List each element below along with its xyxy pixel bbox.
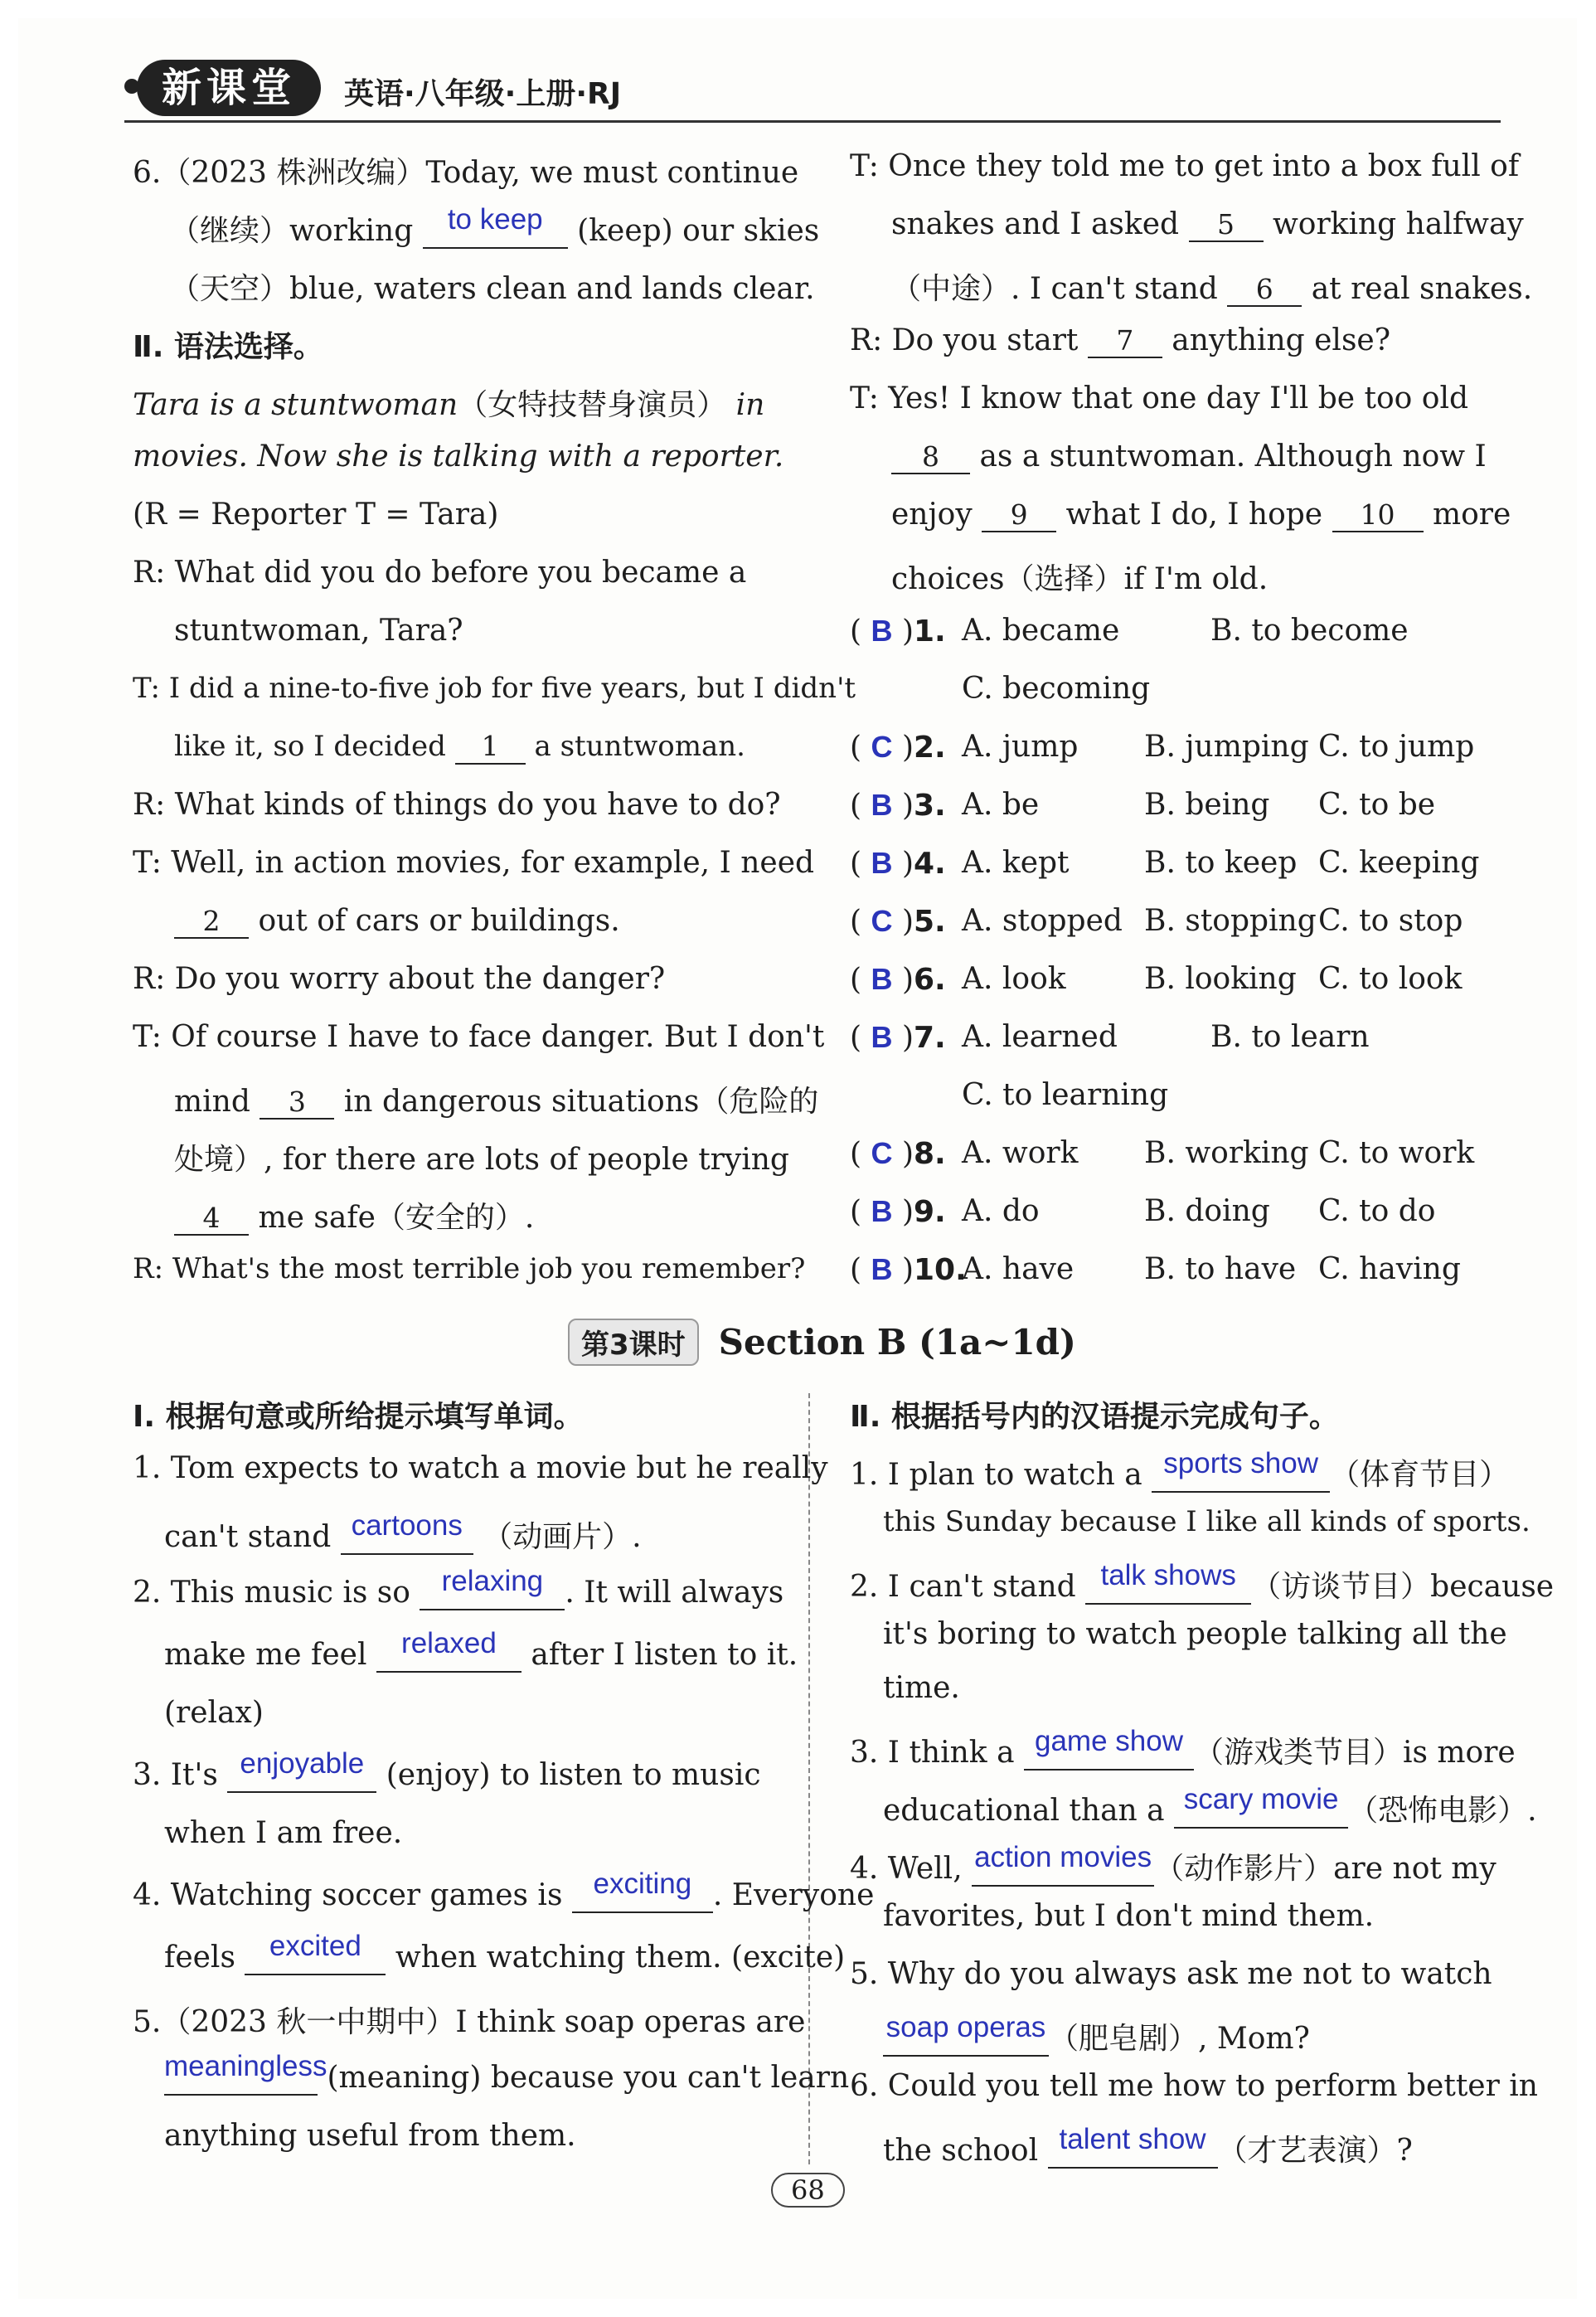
dialog-t3: T: Of course I have to face danger. But I don't <box>133 1020 825 1054</box>
q6-line1: 6.（2023 株洲改编）Today, we must continue <box>133 156 799 190</box>
mcq-item <box>850 904 1463 939</box>
mcq-item <box>850 788 1436 823</box>
dialog-t1b <box>174 730 745 765</box>
mcq-option-b[interactable]: B. to become <box>1210 614 1409 648</box>
dialog-t4c <box>891 265 1532 308</box>
mcq-option-a[interactable]: A. jump <box>962 730 1079 764</box>
mcq-option-b[interactable]: B. to learn <box>1210 1020 1370 1054</box>
dialog-text: R: Do you start <box>850 323 1079 357</box>
trans-q4-blank[interactable] <box>972 1841 1154 1887</box>
q6-answer: to keep <box>447 203 543 236</box>
dialog-t3d <box>174 1194 534 1236</box>
mcq-option-c[interactable]: C. to do <box>1318 1194 1436 1228</box>
trans-text: the school <box>883 2134 1039 2168</box>
fill-q3-answer: enjoyable <box>240 1747 365 1780</box>
intro-text: Tara is a stuntwoman <box>133 388 458 422</box>
blank-4[interactable] <box>174 1201 249 1236</box>
mcq-item <box>850 846 1480 881</box>
trans-q1-answer: sports show <box>1163 1447 1319 1479</box>
q6-line3: （天空）blue, waters clean and lands clear. <box>170 272 815 306</box>
blank-5[interactable] <box>1189 207 1264 242</box>
dialog-t5b <box>891 440 1487 474</box>
fill-text: feels <box>164 1941 235 1975</box>
trans-q6-blank[interactable] <box>1048 2123 1218 2169</box>
mcq-number: 9. <box>914 1195 946 1229</box>
fill-text-b: . It will always <box>565 1576 784 1610</box>
fill-q4-blank2[interactable] <box>245 1930 386 1975</box>
mcq-answer: B <box>871 1252 893 1286</box>
mcq-answer-bracket[interactable]: ( B ) <box>850 788 914 823</box>
mcq-answer-bracket[interactable]: ( C ) <box>850 730 914 765</box>
trans-text-b: （访谈节目）because <box>1251 1570 1555 1604</box>
fill-q2-line2 <box>164 1627 798 1673</box>
fill-text: 4. Watching soccer games is <box>133 1878 563 1912</box>
trans-q2-answer: talk shows <box>1100 1559 1236 1591</box>
mcq-number: 5. <box>914 905 946 939</box>
dialog-t4b <box>891 207 1524 242</box>
blank-10-number: 10 <box>1360 498 1395 531</box>
trans-q4-line2: favorites, but I don't mind them. <box>883 1899 1375 1933</box>
intro-text-c: in <box>735 388 765 422</box>
trans-q3-blank1[interactable] <box>1024 1725 1194 1771</box>
dialog-text-b: anything else? <box>1172 323 1391 357</box>
mcq-answer: B <box>871 962 893 996</box>
dialog-text: me safe（安全的）. <box>258 1201 535 1235</box>
trans-text-b: （动作影片）are not my <box>1154 1852 1497 1886</box>
mcq-item <box>850 1252 1461 1287</box>
trans-q3-blank2[interactable] <box>1174 1783 1348 1829</box>
mcq-option-b[interactable]: B. working <box>1144 1136 1309 1170</box>
trans-q2-line2: it's boring to watch people talking all the <box>883 1617 1507 1651</box>
dialog-text-c: more <box>1433 498 1511 532</box>
mcq-number: 2. <box>914 731 946 765</box>
fill-text-b: （动画片）. <box>483 1520 642 1554</box>
blank-1-number: 1 <box>481 730 499 762</box>
trans-text: educational than a <box>883 1794 1165 1828</box>
fill-text: 2. This music is so <box>133 1576 410 1610</box>
fill-q1-blank[interactable] <box>341 1509 473 1555</box>
trans-q6-line2 <box>883 2123 1413 2169</box>
mcq-option-a[interactable]: A. do <box>962 1194 1040 1228</box>
fill-q4-line2 <box>164 1930 846 1975</box>
trans-q3-line2 <box>883 1783 1537 1829</box>
mcq-option-a[interactable]: A. look <box>962 962 1066 996</box>
mcq-option-c[interactable]: C. becoming <box>962 672 1151 706</box>
dialog-text-b: at real snakes. <box>1311 272 1533 306</box>
fill-q2-blank1[interactable] <box>420 1565 565 1610</box>
fill-text-b: . Everyone <box>712 1878 875 1912</box>
part2-title: Ⅱ. 根据括号内的汉语提示完成句子。 <box>850 1400 1339 1434</box>
trans-text: 1. I plan to watch a <box>850 1458 1142 1492</box>
mcq-option-c[interactable]: C. to look <box>1318 962 1463 996</box>
trans-text: 4. Well, <box>850 1852 963 1886</box>
fill-q4-answer1: exciting <box>593 1868 692 1900</box>
mcq-item <box>850 730 1475 765</box>
trans-q2-line3: time. <box>883 1671 960 1705</box>
dialog-t5: T: Yes! I know that one day I'll be too old <box>850 381 1469 415</box>
q6-text-b: (keep) our skies <box>577 214 820 248</box>
mcq-answer-bracket[interactable]: ( B ) <box>850 1252 914 1287</box>
dialog-t5d: choices（选择）if I'm old. <box>891 562 1269 596</box>
trans-q5-blank[interactable] <box>883 2011 1049 2057</box>
fill-text: 3. It's <box>133 1758 218 1792</box>
section-banner <box>568 1319 1076 1366</box>
fill-q3-line2: when I am free. <box>164 1816 403 1850</box>
fill-q2-blank2[interactable] <box>376 1627 521 1673</box>
fill-q5-line2 <box>164 2050 850 2096</box>
mcq-option-a[interactable]: A. be <box>962 788 1040 822</box>
fill-q5-blank[interactable] <box>164 2050 327 2096</box>
fill-q2-line1 <box>133 1565 784 1610</box>
mcq-option-a[interactable]: A. stopped <box>962 904 1123 938</box>
mcq-option-b[interactable]: B. doing <box>1144 1194 1270 1228</box>
mcq-answer-bracket[interactable]: ( B ) <box>850 614 914 648</box>
mcq-answer: B <box>871 614 893 648</box>
mcq-option-a[interactable]: A. kept <box>962 846 1070 880</box>
mcq-option-c[interactable]: C. having <box>1318 1252 1461 1286</box>
blank-7[interactable] <box>1088 323 1162 358</box>
mcq-option-c[interactable]: C. to stop <box>1318 904 1463 938</box>
intro-line3: (R = Reporter T = Tara) <box>133 498 499 532</box>
blank-3-number: 3 <box>288 1086 306 1118</box>
fill-q1-line1: 1. Tom expects to watch a movie but he really <box>133 1451 828 1485</box>
lesson-tag: 第3课时 <box>568 1319 699 1366</box>
fill-q5-answer: meaningless <box>164 2050 327 2082</box>
blank-9[interactable] <box>982 498 1056 532</box>
mcq-option-b[interactable]: B. being <box>1144 788 1270 822</box>
mcq-option-c[interactable]: C. to jump <box>1318 730 1475 764</box>
fill-text-b: after I listen to it. <box>531 1638 798 1672</box>
mcq-number: 8. <box>914 1137 946 1171</box>
column-divider <box>808 1393 810 2164</box>
fill-q5-line3: anything useful from them. <box>164 2119 576 2153</box>
mcq-answer: C <box>871 1136 893 1170</box>
fill-q5-line1: 5.（2023 秋一中期中）I think soap operas are <box>133 2005 806 2039</box>
fill-text: can't stand <box>164 1520 332 1554</box>
dialog-text-b: a stuntwoman. <box>534 730 745 763</box>
dialog-r1b: stuntwoman, Tara? <box>174 614 463 648</box>
fill-q4-answer2: excited <box>269 1930 361 1962</box>
dialog-text-b: working halfway <box>1272 207 1524 241</box>
blank-7-number: 7 <box>1116 324 1134 357</box>
trans-text: （肥皂剧）, Mom? <box>1049 2022 1310 2056</box>
mcq-option-b[interactable]: B. to keep <box>1144 846 1298 880</box>
brand-logo: 新课堂 <box>137 60 321 116</box>
fill-q4-blank1[interactable] <box>572 1868 713 1913</box>
mcq-number: 3. <box>914 789 946 823</box>
dialog-t1: T: I did a nine-to-five job for five years, but I didn't <box>133 672 856 705</box>
mcq-option-a[interactable]: A. learned <box>962 1020 1118 1054</box>
mcq-answer-bracket[interactable]: ( C ) <box>850 1136 914 1171</box>
mcq-option-b[interactable]: B. looking <box>1144 962 1297 996</box>
trans-q5-answer: soap operas <box>885 2011 1046 2043</box>
trans-q2-blank[interactable] <box>1085 1559 1251 1605</box>
blank-9-number: 9 <box>1010 498 1028 531</box>
dialog-t4: T: Once they told me to get into a box full of <box>850 149 1520 183</box>
blank-10[interactable] <box>1332 498 1424 532</box>
mcq-answer-bracket[interactable]: ( B ) <box>850 1020 914 1055</box>
dialog-t3c: 处境）, for there are lots of people trying <box>174 1143 789 1177</box>
trans-text-b: （体育节目） <box>1330 1458 1510 1492</box>
trans-text-b: （恐怖电影）. <box>1348 1794 1537 1828</box>
fill-q4-line1 <box>133 1868 875 1913</box>
mcq-option-b[interactable]: B. to have <box>1144 1252 1297 1286</box>
mcq-answer-bracket[interactable]: ( B ) <box>850 962 914 997</box>
mcq-item <box>850 1194 1436 1229</box>
intro-gloss: （女特技替身演员） <box>458 388 727 422</box>
blank-3[interactable] <box>260 1085 334 1120</box>
mcq-item <box>850 1020 1370 1112</box>
mcq-option-a[interactable]: A. work <box>962 1136 1079 1170</box>
fill-q2-answer2: relaxed <box>401 1627 497 1659</box>
q6-blank[interactable] <box>423 203 568 249</box>
part1-title: Ⅰ. 根据句意或所给提示填写单词。 <box>133 1400 584 1434</box>
trans-q4-line1 <box>850 1841 1497 1887</box>
mcq-option-a[interactable]: A. became <box>962 614 1120 648</box>
page-number: 68 <box>771 2173 845 2208</box>
dialog-text-b: what I do, I hope <box>1065 498 1323 532</box>
dialog-text: （中途）. I can't stand <box>891 272 1218 306</box>
dialog-r4: R: What's the most terrible job you remember? <box>133 1252 806 1285</box>
mcq-answer: B <box>871 788 893 822</box>
trans-q3-answer2: scary movie <box>1183 1783 1339 1815</box>
fill-text-b: when watching them. (excite) <box>395 1941 846 1975</box>
dialog-t5c <box>891 498 1511 532</box>
fill-text: (meaning) because you can't learn <box>327 2061 850 2095</box>
blank-6-number: 6 <box>1255 273 1273 305</box>
mcq-number: 7. <box>914 1021 946 1055</box>
dialog-text-b: in dangerous situations（危险的 <box>343 1085 819 1119</box>
trans-q6-line1: 6. Could you tell me how to perform better in <box>850 2069 1538 2103</box>
mcq-answer: B <box>871 1194 893 1228</box>
blank-6[interactable] <box>1227 272 1302 307</box>
mcq-answer: B <box>871 846 893 880</box>
fill-q2-answer1: relaxing <box>441 1565 544 1597</box>
q6-text: （继续）working <box>170 214 414 248</box>
mcq-answer: B <box>871 1020 893 1054</box>
mcq-number: 10. <box>914 1253 967 1287</box>
mcq-answer-bracket[interactable]: ( C ) <box>850 904 914 939</box>
fill-q3-blank[interactable] <box>227 1747 376 1793</box>
mcq-answer: C <box>871 904 893 938</box>
dialog-t2: T: Well, in action movies, for example, I need <box>133 846 815 880</box>
dialog-text: like it, so I decided <box>174 730 446 763</box>
mcq-option-b[interactable]: B. jumping <box>1144 730 1309 764</box>
dialog-r5 <box>850 323 1390 358</box>
mcq-answer-bracket[interactable]: ( B ) <box>850 846 914 881</box>
mcq-number: 4. <box>914 847 946 881</box>
fill-q1-line2 <box>164 1509 642 1556</box>
dialog-text: as a stuntwoman. Although now I <box>979 440 1487 474</box>
mcq-number: 1. <box>914 614 946 648</box>
header-rule <box>124 120 1501 123</box>
dialog-t2b <box>174 904 620 939</box>
trans-text-b: （才艺表演）? <box>1217 2134 1413 2168</box>
mcq-item <box>850 1136 1475 1171</box>
blank-5-number: 5 <box>1217 208 1235 240</box>
mcq-answer-bracket[interactable]: ( B ) <box>850 1194 914 1229</box>
mcq-option-c[interactable]: C. to learning <box>962 1078 1169 1112</box>
dialog-text: snakes and I asked <box>891 207 1180 241</box>
intro-line1 <box>133 381 764 424</box>
trans-text: 3. I think a <box>850 1736 1015 1770</box>
blank-2-number: 2 <box>202 905 221 937</box>
dialog-r1: R: What did you do before you became a <box>133 556 747 590</box>
mcq-option-a[interactable]: A. have <box>962 1252 1075 1286</box>
trans-q6-answer: talent show <box>1059 2123 1206 2155</box>
intro-line2: movies. Now she is talking with a reporter. <box>133 440 784 474</box>
dialog-text: enjoy <box>891 498 973 532</box>
fill-text-b: (enjoy) to listen to music <box>386 1758 761 1792</box>
mcq-item <box>850 614 1409 706</box>
mcq-option-c[interactable]: C. keeping <box>1318 846 1480 880</box>
blank-8-number: 8 <box>922 440 939 473</box>
trans-q5-line2 <box>883 2011 1310 2057</box>
blank-2[interactable] <box>174 904 249 939</box>
mcq-option-b[interactable]: B. stopping <box>1144 904 1317 938</box>
blank-4-number: 4 <box>202 1202 221 1234</box>
dialog-text: mind <box>174 1085 250 1119</box>
trans-text-b: （游戏类节目）is more <box>1193 1736 1516 1770</box>
blank-8[interactable] <box>891 440 970 474</box>
dialog-r3: R: Do you worry about the danger? <box>133 962 666 996</box>
trans-q3-answer1: game show <box>1034 1725 1183 1757</box>
section-title: Section B (1a~1d) <box>718 1322 1076 1363</box>
mcq-number: 6. <box>914 963 946 997</box>
dialog-r2: R: What kinds of things do you have to do? <box>133 788 781 822</box>
trans-text: 2. I can't stand <box>850 1570 1076 1604</box>
mcq-answer: C <box>871 730 893 764</box>
trans-q1-line2: this Sunday because I like all kinds of sports. <box>883 1505 1531 1538</box>
mcq-option-c[interactable]: C. to be <box>1318 788 1436 822</box>
trans-q1-line1 <box>850 1447 1510 1494</box>
fill-q1-answer: cartoons <box>351 1509 463 1542</box>
fill-q2-line3: (relax) <box>164 1696 264 1730</box>
trans-q1-blank[interactable] <box>1152 1447 1330 1493</box>
mcq-option-c[interactable]: C. to work <box>1318 1136 1475 1170</box>
section2-title: Ⅱ. 语法选择。 <box>133 330 323 364</box>
trans-q5-line1: 5. Why do you always ask me not to watch <box>850 1957 1492 1991</box>
fill-q3-line1 <box>133 1747 761 1793</box>
dialog-text: out of cars or buildings. <box>258 904 620 938</box>
mcq-item <box>850 962 1463 997</box>
trans-q4-answer: action movies <box>974 1841 1152 1873</box>
trans-q3-line1 <box>850 1725 1516 1771</box>
dialog-t3b <box>174 1078 818 1120</box>
fill-text: make me feel <box>164 1638 367 1672</box>
book-subtitle: 英语·八年级·上册·RJ <box>344 77 622 111</box>
trans-q2-line1 <box>850 1559 1555 1605</box>
blank-1[interactable] <box>455 730 526 765</box>
q6-line2 <box>170 203 820 250</box>
